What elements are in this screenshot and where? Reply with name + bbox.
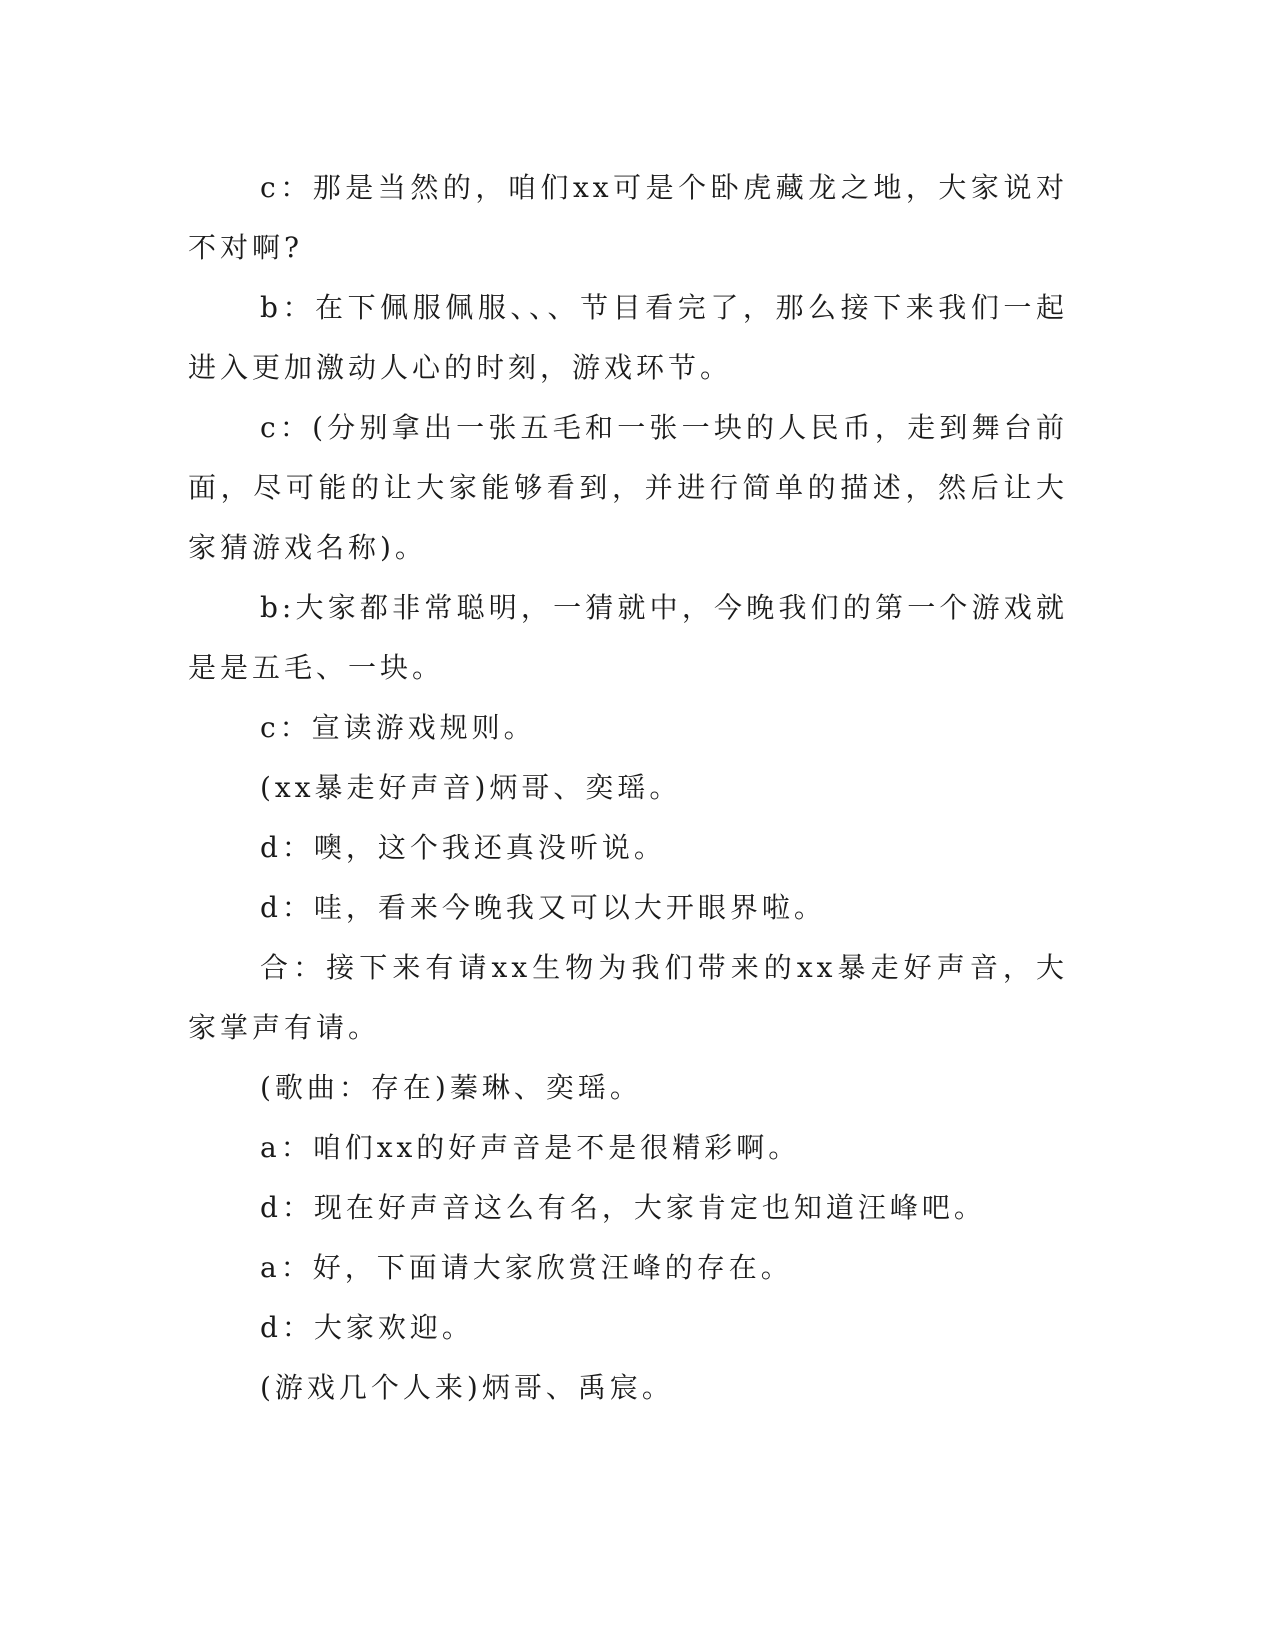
- paragraph-5: c：宣读游戏规则。: [260, 711, 536, 744]
- paragraph-1: c：那是当然的，咱们xx可是个卧虎藏龙之地，大家说对不对啊?: [188, 171, 1068, 264]
- paragraph-11: a：咱们xx的好声音是不是很精彩啊。: [260, 1131, 801, 1164]
- paragraph-3: c：(分别拿出一张五毛和一张一块的人民币，走到舞台前面，尽可能的让大家能够看到，并进行简单的描述，然后让大家猜游戏名称)。: [188, 411, 1068, 564]
- paragraph-7: d：噢，这个我还真没听说。: [260, 831, 666, 864]
- paragraph-14: d：大家欢迎。: [260, 1311, 474, 1344]
- paragraph-2: b：在下佩服佩服、、、节目看完了，那么接下来我们一起进入更加激动人心的时刻，游戏环节。: [188, 291, 1068, 384]
- paragraph-4: b:大家都非常聪明，一猜就中，今晚我们的第一个游戏就是是五毛、一块。: [188, 591, 1068, 684]
- paragraph-13: a：好，下面请大家欣赏汪峰的存在。: [260, 1251, 793, 1284]
- paragraph-9: 合：接下来有请xx生物为我们带来的xx暴走好声音，大家掌声有请。: [188, 951, 1068, 1044]
- document-body: [188, 158, 1068, 1418]
- paragraph-6: (xx暴走好声音)炳哥、奕瑶。: [260, 771, 682, 804]
- paragraph-10: (歌曲：存在)蓁琳、奕瑶。: [260, 1071, 642, 1104]
- paragraph-8: d：哇，看来今晚我又可以大开眼界啦。: [260, 891, 826, 924]
- paragraph-15: (游戏几个人来)炳哥、禹宸。: [260, 1371, 674, 1404]
- paragraph-12: d：现在好声音这么有名，大家肯定也知道汪峰吧。: [260, 1191, 986, 1224]
